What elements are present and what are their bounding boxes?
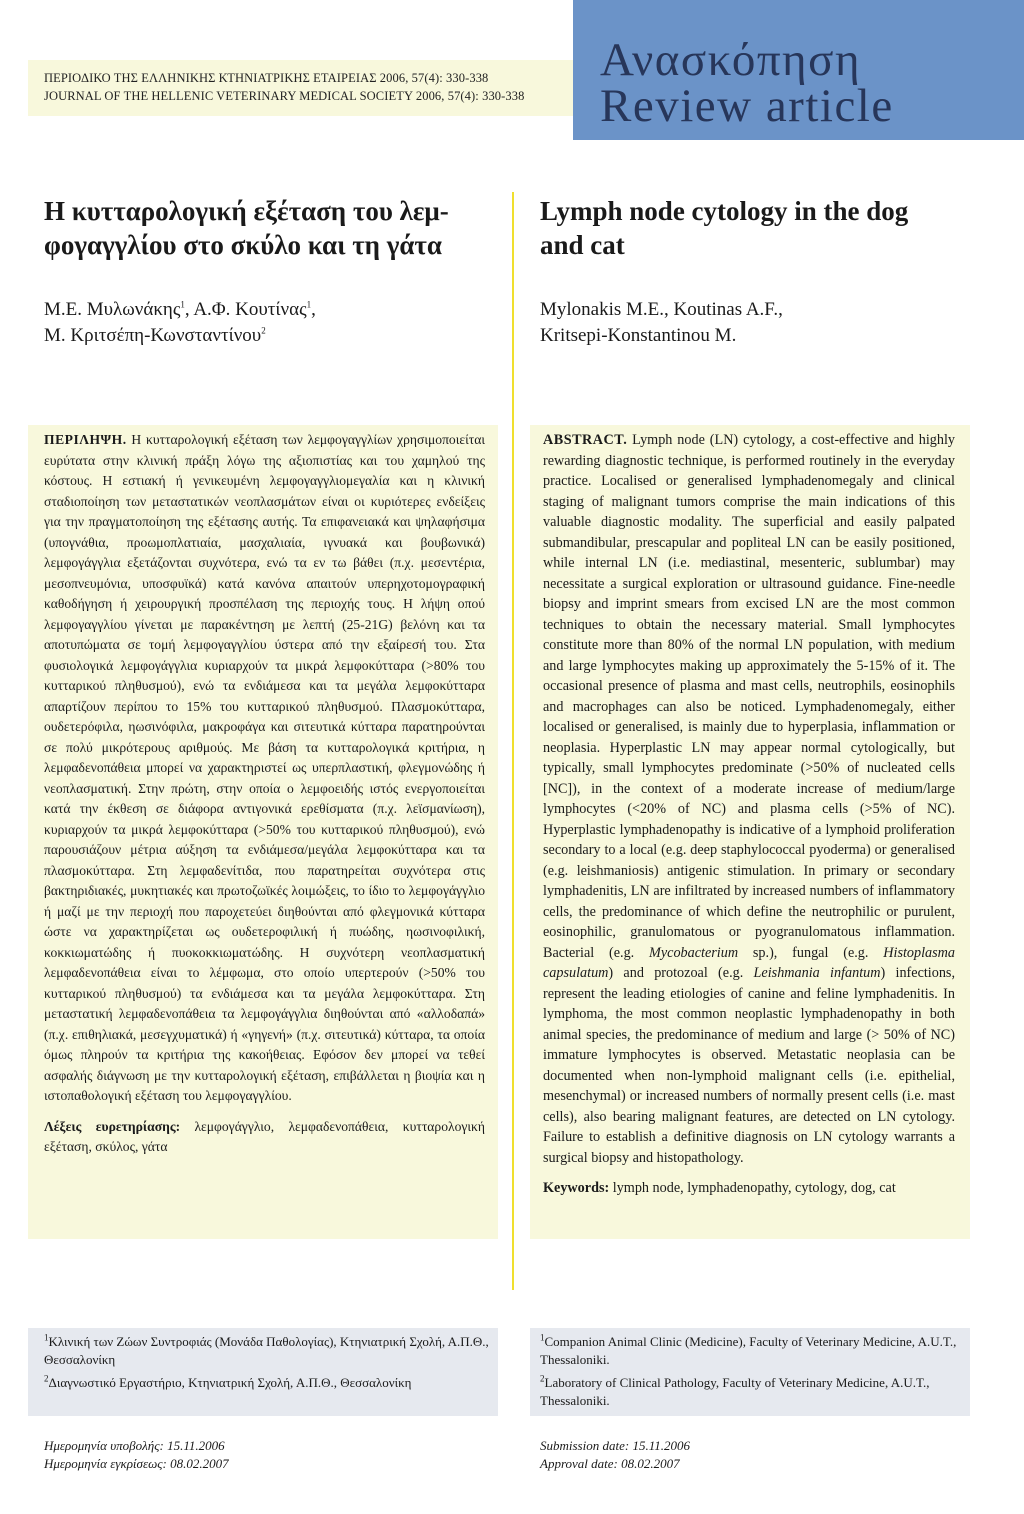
organism-histoplasma: Histoplasma capsulatum xyxy=(543,944,955,981)
abstract-greek-label: ΠΕΡΙΛΗΨΗ. xyxy=(44,432,127,447)
author-3-affil-ref: 2 xyxy=(261,325,266,336)
authors-english xyxy=(540,297,783,349)
keywords-english-text: lymph node, lymphadenopathy, cytology, dog, cat xyxy=(609,1180,896,1196)
affiliation-greek-1 xyxy=(44,1333,489,1368)
keywords-greek-text: λεμφογάγγλιο, λεμφαδενοπάθεια, κυτταρολογική εξέταση, σκύλος, γάτα xyxy=(44,1118,486,1154)
keywords-english xyxy=(543,1178,955,1199)
organism-leishmania: Leishmania infantum xyxy=(753,965,881,981)
abstract-english xyxy=(543,430,955,1199)
title-english xyxy=(540,194,990,262)
abstract-english-text-4: ) infections, represent the leading etiologies of canine and feline lymphadenitis. In lymphoma, the most common neoplastic lymphadenopathy in both animal species, the predominance of medium and large (> 50% of NC) immature lymphocytes is observed. Metastatic neoplasia can be documented when non-lymphoid malignant cells (i.e. epithelial, mesenchymal) or increased numbers of normally present cells (i.e. mast cells), also bearing malignant features, are detected on LN cytology. Failure to establish a definitive diagnosis on LN cytology warrants a surgical biopsy and histopathology. xyxy=(543,965,955,1166)
abstract-greek xyxy=(44,430,485,1158)
affiliations-greek xyxy=(44,1333,489,1398)
affiliation-english-2-ref: 2 xyxy=(540,1373,545,1384)
submission-date-greek: Ημερομηνία υποβολής: 15.11.2006 xyxy=(44,1438,225,1453)
title-english-line-2: and cat xyxy=(540,230,625,260)
affiliation-english-2 xyxy=(540,1374,960,1409)
affiliations-english xyxy=(540,1333,960,1415)
affiliation-english-1-text: Companion Animal Clinic (Medicine), Faculty of Veterinary Medicine, A.U.T., Thessaloniki. xyxy=(540,1334,957,1367)
abstract-greek-body xyxy=(44,430,485,1107)
authors-english-line-2: Kritsepi-Konstantinou M. xyxy=(540,325,737,346)
authors-english-line-1: Mylonakis M.E., Koutinas A.F., xyxy=(540,299,783,320)
approval-date-english: Approval date: 08.02.2007 xyxy=(540,1456,680,1471)
journal-citation-greek: ΠΕΡΙΟΔΙΚΟ ΤΗΣ ΕΛΛΗΝΙΚΗΣ ΚΤΗΝΙΑΤΡΙΚΗΣ ΕΤΑΙΡΕΙΑΣ 2006, 57(4): 330-338 xyxy=(44,71,489,85)
approval-date-greek: Ημερομηνία εγκρίσεως: 08.02.2007 xyxy=(44,1456,229,1471)
author-3: Μ. Κριτσέπη-Κωνσταντίνου xyxy=(44,325,262,346)
journal-citation-english: JOURNAL OF THE HELLENIC VETERINARY MEDICAL SOCIETY 2006, 57(4): 330-338 xyxy=(44,89,525,103)
author-1: Μ.Ε. Μυλωνάκης xyxy=(44,299,181,320)
title-english-line-1: Lymph node cytology in the dog xyxy=(540,196,909,226)
affiliation-greek-1-text: Κλινική των Ζώων Συντροφιάς (Μονάδα Παθολογίας), Κτηνιατρική Σχολή, Α.Π.Θ., Θεσσαλονίκη xyxy=(44,1334,489,1367)
keywords-greek-label: Λέξεις ευρετηρίασης: xyxy=(44,1118,181,1134)
abstract-english-text-2: sp.), fungal (e.g. xyxy=(738,944,884,961)
keywords-english-label: Keywords: xyxy=(543,1180,610,1196)
affiliation-english-1-ref: 1 xyxy=(540,1332,545,1343)
title-greek-line-2: φογαγγλίου στο σκύλο και τη γάτα xyxy=(44,230,442,260)
abstract-english-body xyxy=(543,430,955,1168)
affiliation-greek-2 xyxy=(44,1374,489,1392)
column-divider xyxy=(512,192,514,1290)
organism-mycobacterium: Mycobacterium xyxy=(649,944,739,961)
affiliation-english-1 xyxy=(540,1333,960,1368)
author-1-affil-ref: 1 xyxy=(180,299,185,310)
author-2: Α.Φ. Κουτίνας xyxy=(193,299,307,320)
title-greek-line-1: Η κυτταρολογική εξέταση του λεμ- xyxy=(44,196,449,226)
affiliation-greek-1-ref: 1 xyxy=(44,1332,49,1343)
authors-greek: Μ.Ε. Μυλωνάκης$^1$, Α.Φ. Κουτίνας$^1$, Μ. Κριτσέπη-Κωνσταντίνου$^2$ xyxy=(44,299,316,346)
abstract-greek-text: Η κυτταρολογική εξέταση των λεμφογαγγλίων χρησιμοποιείται ευρύτατα στην κλινική πράξη λόγω της αξιοπιστίας και του χαμηλού της κόστους. Η εστιακή ή γενικευμένη λεμφογαγγλιομεγαλία και η κλινική σταδιοποίηση των μεταστατικών νεοπλασμάτων είναι οι κυριότερες ενδείξεις για την πραγματοποίηση της εξέτασης αυτής. Τα επιφανειακά και ψηλαφήσιμα (υπογνάθια, προωμοπλατιαία, μασχαλιαία, ιγνυακά και βουβωνικά) λεμφογάγγλια εξετάζονται συχνότερα, ενώ τα εν τω βάθει (π.χ. μεσεντέρια, μεσοπνευμόνια, υποσφυϊκά) κατά κανόνα απαιτούν υπερηχοτομογραφική καθοδήγηση ή χειρουργική προσπέλαση της περιοχής τους. Η λήψη οπού λεμφογαγγλίου γίνεται με παρακέντηση με λεπτή (25-21G) βελόνη και τα αποτυπώματα σε τομή λεμφογαγγλίου ύστερα από την εξαίρεσή του. Στα φυσιολογικά λεμφογάγγλια κυριαρχούν τα μικρά λεμφοκύτταρα (>80% του κυτταρικού πληθυσμού), ενώ τα ενδιάμεσα και τα μεγάλα λεμφοκύτταρα απαρτίζουν περίπου το 15% του κυτταρικού πληθυσμού. Πλασμοκύτταρα, ουδετερόφιλα, ηωσινόφιλα, μακροφάγα και σιτευτικά κύτταρα παρατηρούνται σε πολύ μικρότερους αριθμούς. Με βάση τα κυτταρολογικά κριτήρια, η λεμφαδενοπάθεια μπορεί να χαρακτηριστεί ως υπερπλαστική, φλεγμονώδης ή νεοπλασματική. Στην πρώτη, στην οποία ο λεμφοειδής ιστός ενεργοποιείται κατά την έκθεση σε διάφορα αντιγονικά ερεθίσματα (π.χ. λεϊσμανίωση), κυριαρχούν τα μικρά λεμφοκύτταρα (>50% του κυτταρικού πληθυσμού), ενώ παρουσιάζουν μέτρια αύξηση τα ενδιάμεσα/μεγάλα λεμφοκύτταρα και τα πλασμοκύτταρα. Στη λεμφαδενίτιδα, που παρατηρείται συχνότερα στις βακτηριδιακές, μυκητιακές και πρωτοζωϊκές λοιμώξεις, το ίδιο το λεμφογάγγλιο ή μαζί με την περιοχή που παροχετεύει διηθούνται από φλεγμονικά κύτταρα ώστε να χαρακτηρίζεται ως ουδετεροφιλική ή πυώδης, ηωσινοφιλική, κοκκιωματώδης ή πυοκοκκιωματώδης. Η συχνότερη νεοπλασματική λεμφαδενοπάθεια είναι το λέμφωμα, στο οποίο υπερτερούν (>50% του κυτταρικού πληθυσμού) τα ενδιάμεσα και τα μεγάλα λεμφοκύτταρα. Στη μεταστατική λεμφαδενοπάθεια τα λεμφογάγγλια διηθούνται από «αλλοδαπά» (π.χ. επιθηλιακά, μεσεγχυματικά) ή «γηγενή» (π.χ. σιτευτικά) κύτταρα, τα οποία όμως πληρούν τα κριτήρια της κακοήθειας. Εφόσον δεν μπορεί να τεθεί ασφαλής διάγνωση με την κυτταρολογική εξέταση, επιβάλλεται η βιοψία και η ιστοπαθολογική εξέταση του λεμφογαγγλίου. xyxy=(44,432,485,1103)
abstract-english-text-3: ) and protozoal (e.g. xyxy=(608,965,754,981)
affiliation-greek-2-text: Διαγνωστικό Εργαστήριο, Κτηνιατρική Σχολή, Α.Π.Θ., Θεσσαλονίκη xyxy=(48,1375,412,1390)
author-2-affil-ref: 1 xyxy=(306,299,312,310)
affiliation-english-2-text: Laboratory of Clinical Pathology, Faculty of Veterinary Medicine, A.U.T., Thessaloniki. xyxy=(540,1375,930,1408)
journal-header-band xyxy=(28,60,573,116)
affiliation-greek-2-ref: 2 xyxy=(44,1373,49,1384)
keywords-greek xyxy=(44,1117,485,1158)
article-type-english: Review article xyxy=(600,80,894,132)
abstract-english-label: ABSTRACT. xyxy=(543,432,628,448)
dates-english xyxy=(540,1437,690,1473)
abstract-english-text-1: Lymph node (LN) cytology, a cost-effective and highly rewarding diagnostic technique, is performed routinely in the everyday practice. Localised or generalised lymphadenomegaly and clinical staging of malignant tumors comprise the main indications of this valuable diagnostic modality. The superficial and easily palpated submandibular, prescapular and popliteal LN can be easily positioned, while internal LN (i.e. mediastinal, mesenteric, sublumbar) may necessitate a surgical exploration or ultrasound guidance. Fine-needle biopsy and imprint smears from excised LN are the most common techniques to obtain the necessary material. Small lymphocytes constitute more than 80% of the normal LN population, with medium and large lymphocytes making up approximately the 5-15% of it. The occasional presence of plasma and mast cells, neutrophils, eosinophils and macrophages can also be noticed. Lymphadenomegaly, either localised or generalised, is mainly due to hyperplasia, inflammation or neoplasia. Hyperplastic LN may appear normal cytologically, but typically, small lymphocytes predominate (>50% of nucleated cells [NC]), in the context of a moderate increase of medium/large lymphocytes (<20% of NC) and plasma cells (>5% of NC). Hyperplastic lymphadenopathy is indicative of a lymphoid proliferation secondary to a local (e.g. deep staphylococcal pyoderma) or generalised (e.g. leishmaniosis) antigenic stimulation. In primary or secondary lymphadenitis, LN are infiltrated by increased numbers of inflammatory cells, the predominance of which define the neutrophilic or purulent, eosinophilic, granulomatous or pyogranulomatous inflammation. Bacterial (e.g. xyxy=(543,432,955,961)
dates-greek xyxy=(44,1437,229,1473)
submission-date-english: Submission date: 15.11.2006 xyxy=(540,1438,690,1453)
article-type-greek: Ανασκόπηση xyxy=(600,34,862,86)
title-greek xyxy=(44,194,494,262)
